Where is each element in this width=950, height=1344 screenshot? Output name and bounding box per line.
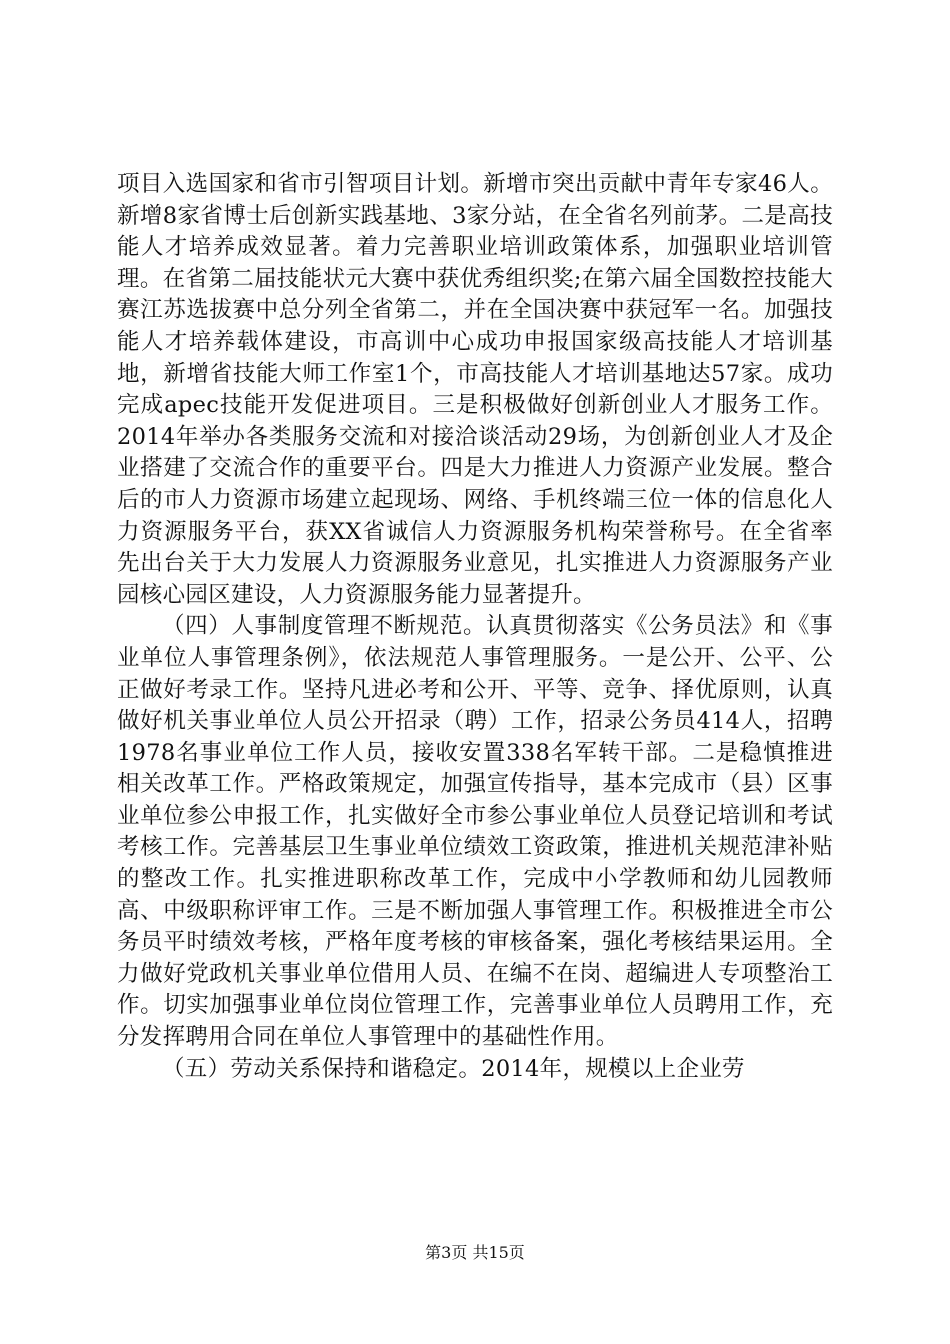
page-footer: 第3页 共15页 — [425, 1243, 525, 1262]
paragraph-section-five: （五）劳动关系保持和谐稳定。2014年，规模以上企业劳 — [162, 1055, 745, 1082]
paragraph-section-four: （四）人事制度管理不断规范。认真贯彻落实《公务员法》和《事业单位人事管理条例》，依法规范人事管理服务。一是公开、公平、公正做好考录工作。坚持凡进必考和公开、平等、竞争、择优原则，认真做好机关事业单位人员公开招录（聘）工作，招录公务员414人，招聘1978名事业单位工作人员，接收安置338名军转干部。二是稳慎推进相关改革工作。严格政策规定，加强宣传指导，基本完成市（县）区事业单位参公申报工作，扎实做好全市参公事业单位人员登记培训和考试考核工作。完善基层卫生事业单位绩效工资政策，推进机关规范津补贴的整改工作。扎实推进职称改革工作，完成中小学教师和幼儿园教师高、中级职称评审工作。三是不断加强人事管理工作。积极推进全市公务员平时绩效考核，严格年度考核的审核备案，强化考核结果运用。全力做好党政机关事业单位借用人员、在编不在岗、超编进人专项整治工作。切实加强事业单位岗位管理工作，完善事业单位人员聘用工作，充分发挥聘用合同在单位人事管理中的基础性作用。 — [117, 613, 833, 1051]
document-body — [117, 169, 833, 1085]
paragraph-continuation: 项目入选国家和省市引智项目计划。新增市突出贡献中青年专家46人。新增8家省博士后创新实践基地、3家分站，在全省名列前茅。二是高技能人才培养成效显著。着力完善职业培训政策体系，加强职业培训管理。在省第二届技能状元大赛中获优秀组织奖;在第六届全国数控技能大赛江苏选拔赛中总分列全省第二，并在全国决赛中获冠军一名。加强技能人才培养载体建设，市高训中心成功申报国家级高技能人才培训基地，新增省技能大师工作室1个，市高技能人才培训基地达57家。成功完成apec技能开发促进项目。三是积极做好创新创业人才服务工作。2014年举办各类服务交流和对接洽谈活动29场，为创新创业人才及企业搭建了交流合作的重要平台。四是大力推进人力资源产业发展。整合后的市人力资源市场建立起现场、网络、手机终端三位一体的信息化人力资源服务平台，获XX省诚信人力资源服务机构荣誉称号。在全省率先出台关于大力发展人力资源服务业意见，扎实推进人力资源服务产业园核心园区建设，人力资源服务能力显著提升。 — [117, 171, 833, 608]
